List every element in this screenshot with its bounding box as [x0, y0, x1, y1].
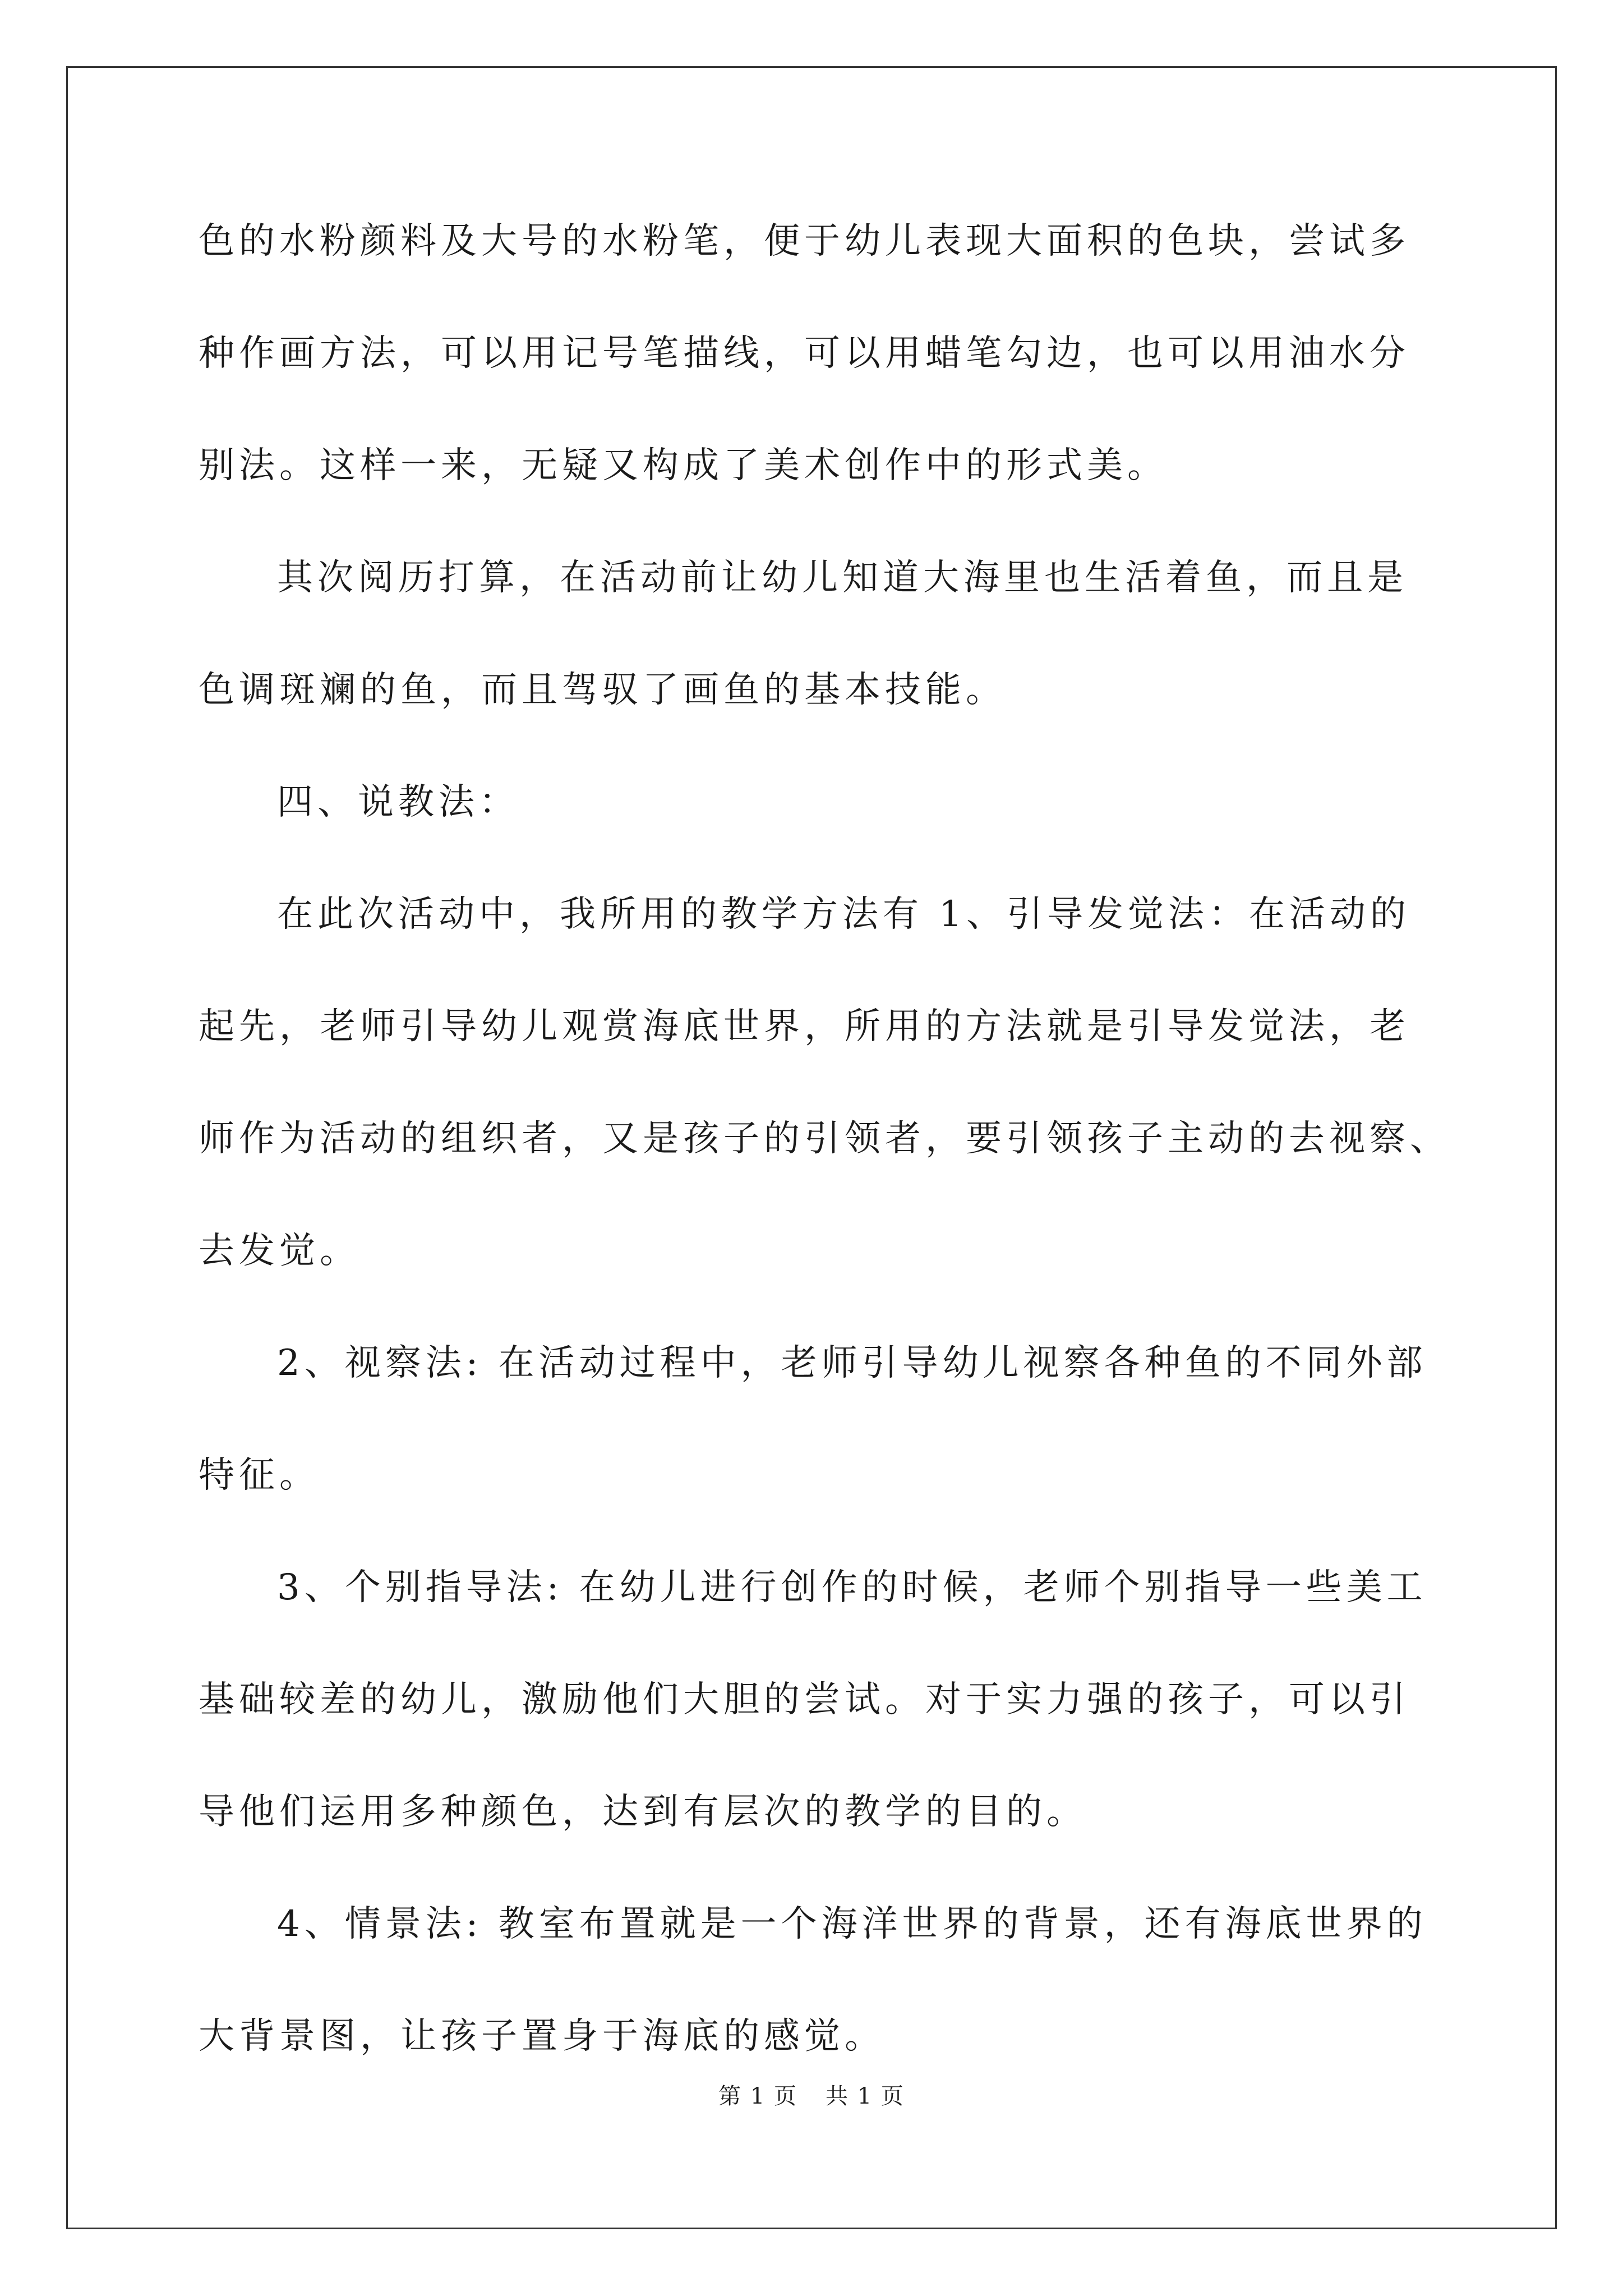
text-line: 种作画方法，可以用记号笔描线，可以用蜡笔勾边，也可以用油水分	[199, 333, 1410, 374]
paragraph-first-line: 3、个别指导法: 在幼儿进行创作的时候，老师个别指导一些美工	[277, 1567, 1427, 1608]
text-line: 起先，老师引导幼儿观赏海底世界，所用的方法就是引导发觉法，老	[199, 1006, 1410, 1047]
paragraph-first-line: 2、视察法: 在活动过程中，老师引导幼儿视察各种鱼的不同外部	[277, 1342, 1427, 1384]
text-line: 色的水粉颜料及大号的水粉笔，便于幼儿表现大面积的色块，尝试多	[199, 220, 1410, 262]
page-number: 第 1 页	[718, 2083, 797, 2109]
text-line: 别法。这样一来，无疑又构成了美术创作中的形式美。	[199, 445, 1168, 486]
text-line: 师作为活动的组织者，又是孩子的引领者，要引领孩子主动的去视察、	[199, 1118, 1450, 1159]
page-footer	[0, 2078, 1623, 2110]
page-total: 共 1 页	[826, 2083, 905, 2109]
paragraph-first-line: 4、情景法: 教室布置就是一个海洋世界的背景，还有海底世界的	[277, 1903, 1427, 1945]
text-line: 导他们运用多种颜色，达到有层次的教学的目的。	[199, 1791, 1087, 1833]
paragraph-first-line: 其次阅历打算，在活动前让幼儿知道大海里也生活着鱼，而且是	[277, 557, 1408, 599]
text-line: 去发觉。	[199, 1230, 360, 1272]
document-body	[199, 185, 1450, 2092]
text-line: 特征。	[199, 1455, 320, 1496]
section-heading: 四、说教法：	[277, 781, 519, 823]
text-line: 大背景图，让孩子置身于海底的感觉。	[199, 2016, 885, 2057]
paragraph-first-line: 在此次活动中，我所用的教学方法有 1、引导发觉法：在活动的	[277, 894, 1411, 935]
text-line: 色调斑斓的鱼，而且驾驭了画鱼的基本技能。	[199, 669, 1006, 711]
text-line: 基础较差的幼儿，激励他们大胆的尝试。对于实力强的孩子，可以引	[199, 1679, 1410, 1720]
